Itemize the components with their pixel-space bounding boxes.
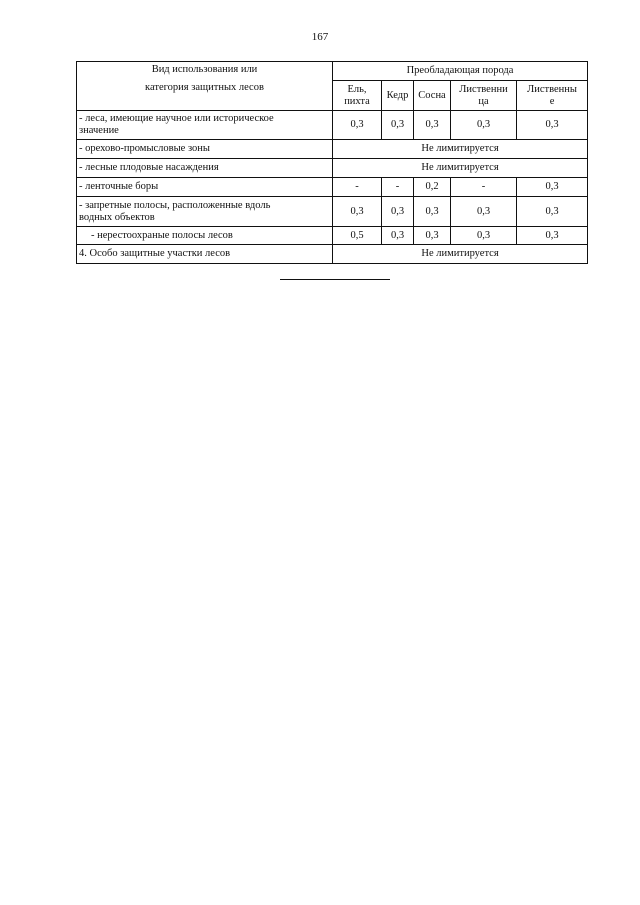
row-label-line: - нерестоохраные полосы лесов: [91, 229, 233, 241]
header-category-line2: категория защитных лесов: [145, 82, 264, 93]
header-species-3: [451, 81, 517, 111]
header-category: [77, 62, 333, 111]
value-cell: 0,3: [382, 227, 414, 245]
header-species-line: ца: [478, 95, 489, 107]
value-cell: 0,3: [517, 111, 588, 140]
value-cell: 0,3: [333, 197, 382, 227]
header-species-line: пихта: [344, 95, 370, 107]
value-cell: 0,2: [414, 178, 451, 197]
table-row: [77, 159, 588, 178]
row-label: [77, 111, 333, 140]
table-row: [77, 197, 588, 227]
row-label-line: - запретные полосы, расположенные вдоль: [79, 199, 271, 211]
row-label-line: 4. Особо защитные участки лесов: [79, 248, 231, 259]
value-cell: 0,3: [451, 197, 517, 227]
value-cell: 0,3: [414, 227, 451, 245]
header-species-line: Лиственни: [459, 83, 508, 95]
row-label-line: водных объектов: [79, 211, 155, 223]
row-label-line: - ленточные боры: [79, 181, 159, 192]
value-cell: 0,3: [414, 111, 451, 140]
merged-value-cell: Не лимитируется: [333, 245, 588, 264]
header-group-label: Преобладающая порода: [333, 62, 588, 81]
value-cell: -: [333, 178, 382, 197]
value-cell: 0,3: [451, 227, 517, 245]
header-species-1: [382, 81, 414, 111]
row-label: [77, 178, 333, 197]
row-label-line: - леса, имеющие научное или историческое: [79, 113, 274, 124]
header-species-0: [333, 81, 382, 111]
value-cell: 0,5: [333, 227, 382, 245]
header-species-2: [414, 81, 451, 111]
row-label-line: - орехово-промысловые зоны: [79, 143, 210, 154]
row-label-line: - лесные плодовые насаждения: [79, 162, 219, 173]
value-cell: 0,3: [451, 111, 517, 140]
footnote-rule: [280, 279, 390, 280]
row-label-line: значение: [79, 125, 119, 136]
row-label: [77, 245, 333, 264]
value-cell: 0,3: [517, 227, 588, 245]
value-cell: 0,3: [333, 111, 382, 140]
header-row: [77, 62, 588, 81]
table-row: [77, 140, 588, 159]
species-limits-table: [76, 61, 588, 264]
header-category-line1: Вид использования или: [151, 64, 258, 75]
header-species-line: Кедр: [386, 89, 409, 101]
value-cell: -: [382, 178, 414, 197]
header-species-line: е: [549, 95, 555, 107]
value-cell: -: [451, 178, 517, 197]
table-row: [77, 227, 588, 245]
value-cell: 0,3: [382, 197, 414, 227]
header-species-line: Ель,: [347, 83, 367, 95]
table-row: [77, 178, 588, 197]
table-row: [77, 245, 588, 264]
value-cell: 0,3: [517, 178, 588, 197]
header-species-4: [517, 81, 588, 111]
row-label: [77, 159, 333, 178]
page-number: 167: [311, 31, 329, 43]
header-species-line: Лиственны: [527, 83, 577, 95]
table-row: [77, 111, 588, 140]
merged-value-cell: Не лимитируется: [333, 140, 588, 159]
merged-value-cell: Не лимитируется: [333, 159, 588, 178]
header-species-line: Сосна: [418, 89, 446, 101]
value-cell: 0,3: [517, 197, 588, 227]
row-label: [77, 140, 333, 159]
row-label: [77, 197, 333, 227]
value-cell: 0,3: [382, 111, 414, 140]
row-label: [77, 227, 333, 245]
value-cell: 0,3: [414, 197, 451, 227]
